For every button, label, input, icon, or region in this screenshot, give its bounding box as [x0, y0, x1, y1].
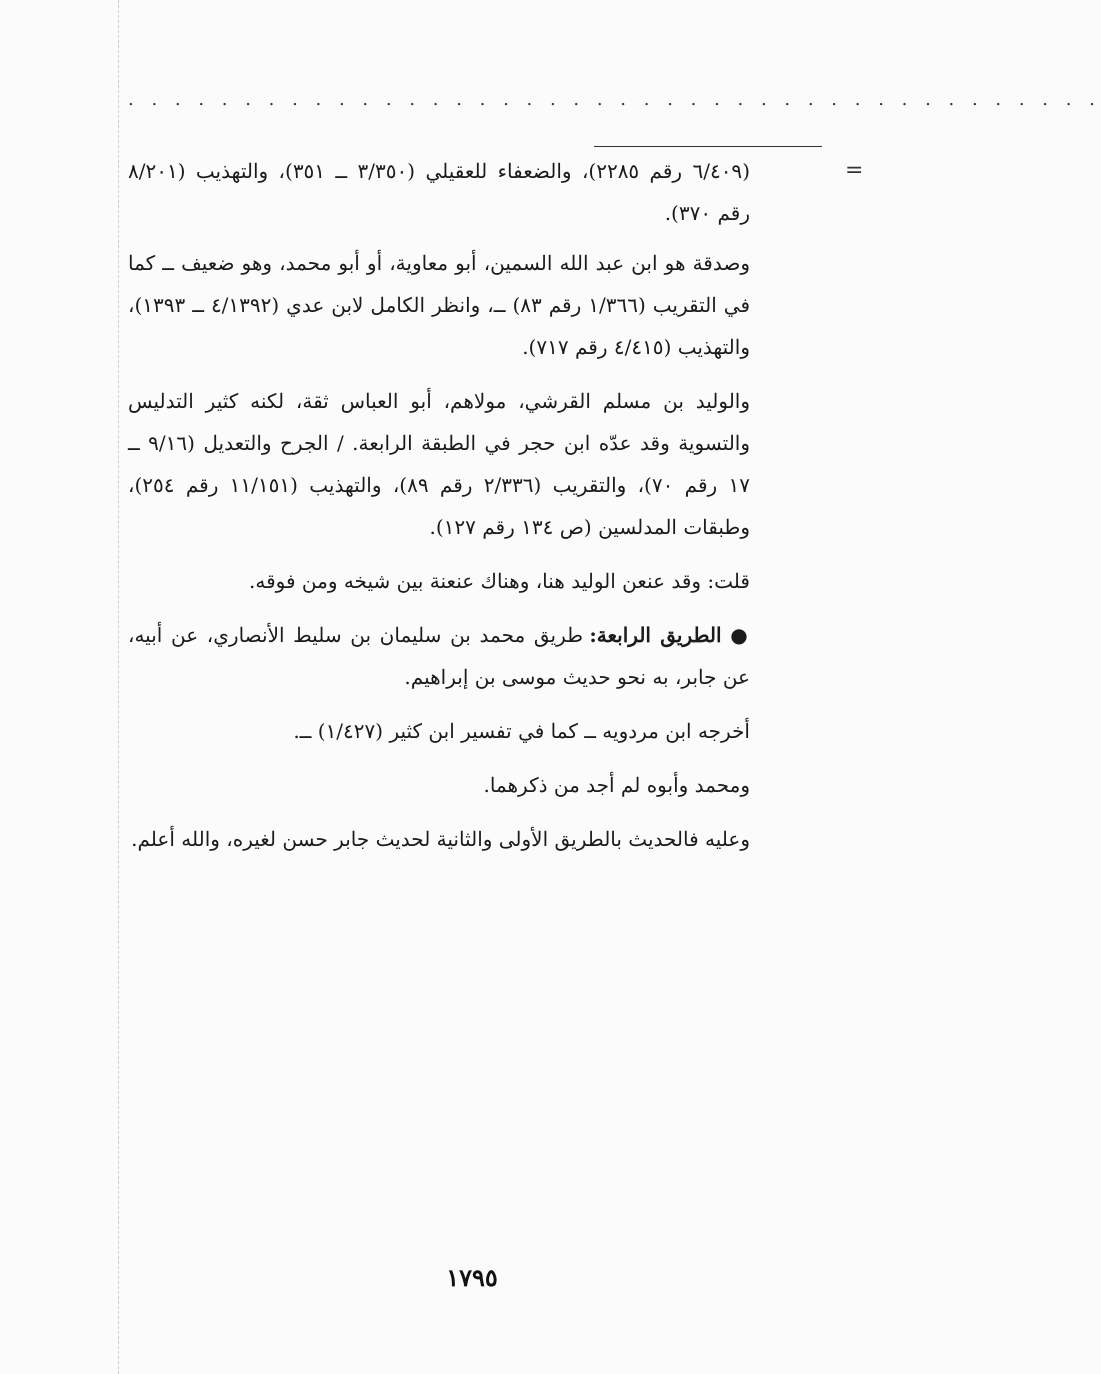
page-number: ١٧٩٥	[446, 1263, 498, 1292]
footnote-rule	[594, 146, 822, 147]
body-text	[128, 150, 750, 872]
paragraph-muhammad: ومحمد وأبوه لم أجد من ذكرهما.	[483, 773, 750, 797]
fourth-path-label: الطريق الرابعة:	[589, 623, 722, 647]
dotted-separator: . . . . . . . . . . . . . . . . . . . . . . . . . . . . . . . . . . . . . . . . . .	[128, 89, 1101, 110]
paragraph-fourth-path	[128, 614, 750, 698]
bullet-icon: ●	[730, 623, 750, 647]
paragraph-footnote-continuation: (٦/٤٠٩ رقم ٢٢٨٥)، والضعفاء للعقيلي (٣/٣٥٠ ــ ٣٥١)، والتهذيب (٨/٢٠١ رقم ٣٧٠).	[128, 159, 750, 225]
paragraph-conclusion: وعليه فالحديث بالطريق الأولى والثانية لحديث جابر حسن لغيره، والله أعلم.	[131, 827, 750, 851]
margin-continuation-mark: =	[845, 158, 864, 183]
scan-margin-rule	[118, 0, 119, 1374]
fourth-path-text: طريق محمد بن سليمان بن سليط الأنصاري، عن أبيه، عن جابر، به نحو حديث موسى بن إبراهيم.	[128, 623, 750, 689]
paragraph-sadaqa: وصدقة هو ابن عبد الله السمين، أبو معاوية، أو أبو محمد، وهو ضعيف ــ كما في التقريب (١/٣٦٦ رقم ٨٣) ــ، وانظر الكامل لابن عدي (٤/١٣٩٢ ــ ١٣٩٣)، والتهذيب (٤/٤١٥ رقم ٧١٧).	[128, 251, 751, 359]
paragraph-note: قلت: وقد عنعن الوليد هنا، وهناك عنعنة بين شيخه ومن فوقه.	[248, 569, 750, 593]
paragraph-ibn-mardawayh: أخرجه ابن مردويه ــ كما في تفسير ابن كثير (١/٤٢٧) ــ.	[293, 719, 750, 743]
paragraph-walid: والوليد بن مسلم القرشي، مولاهم، أبو العباس ثقة، لكنه كثير التدليس والتسوية وقد عدّه ابن حجر في الطبقة الرابعة. / الجرح والتعديل (٩/١٦ ــ ١٧ رقم ٧٠)، والتقريب (٢/٣٣٦ رقم ٨٩)، والتهذيب (١١/١٥١ رقم ٢٥٤)، وطبقات المدلسين (ص ١٣٤ رقم ١٢٧).	[128, 389, 751, 539]
